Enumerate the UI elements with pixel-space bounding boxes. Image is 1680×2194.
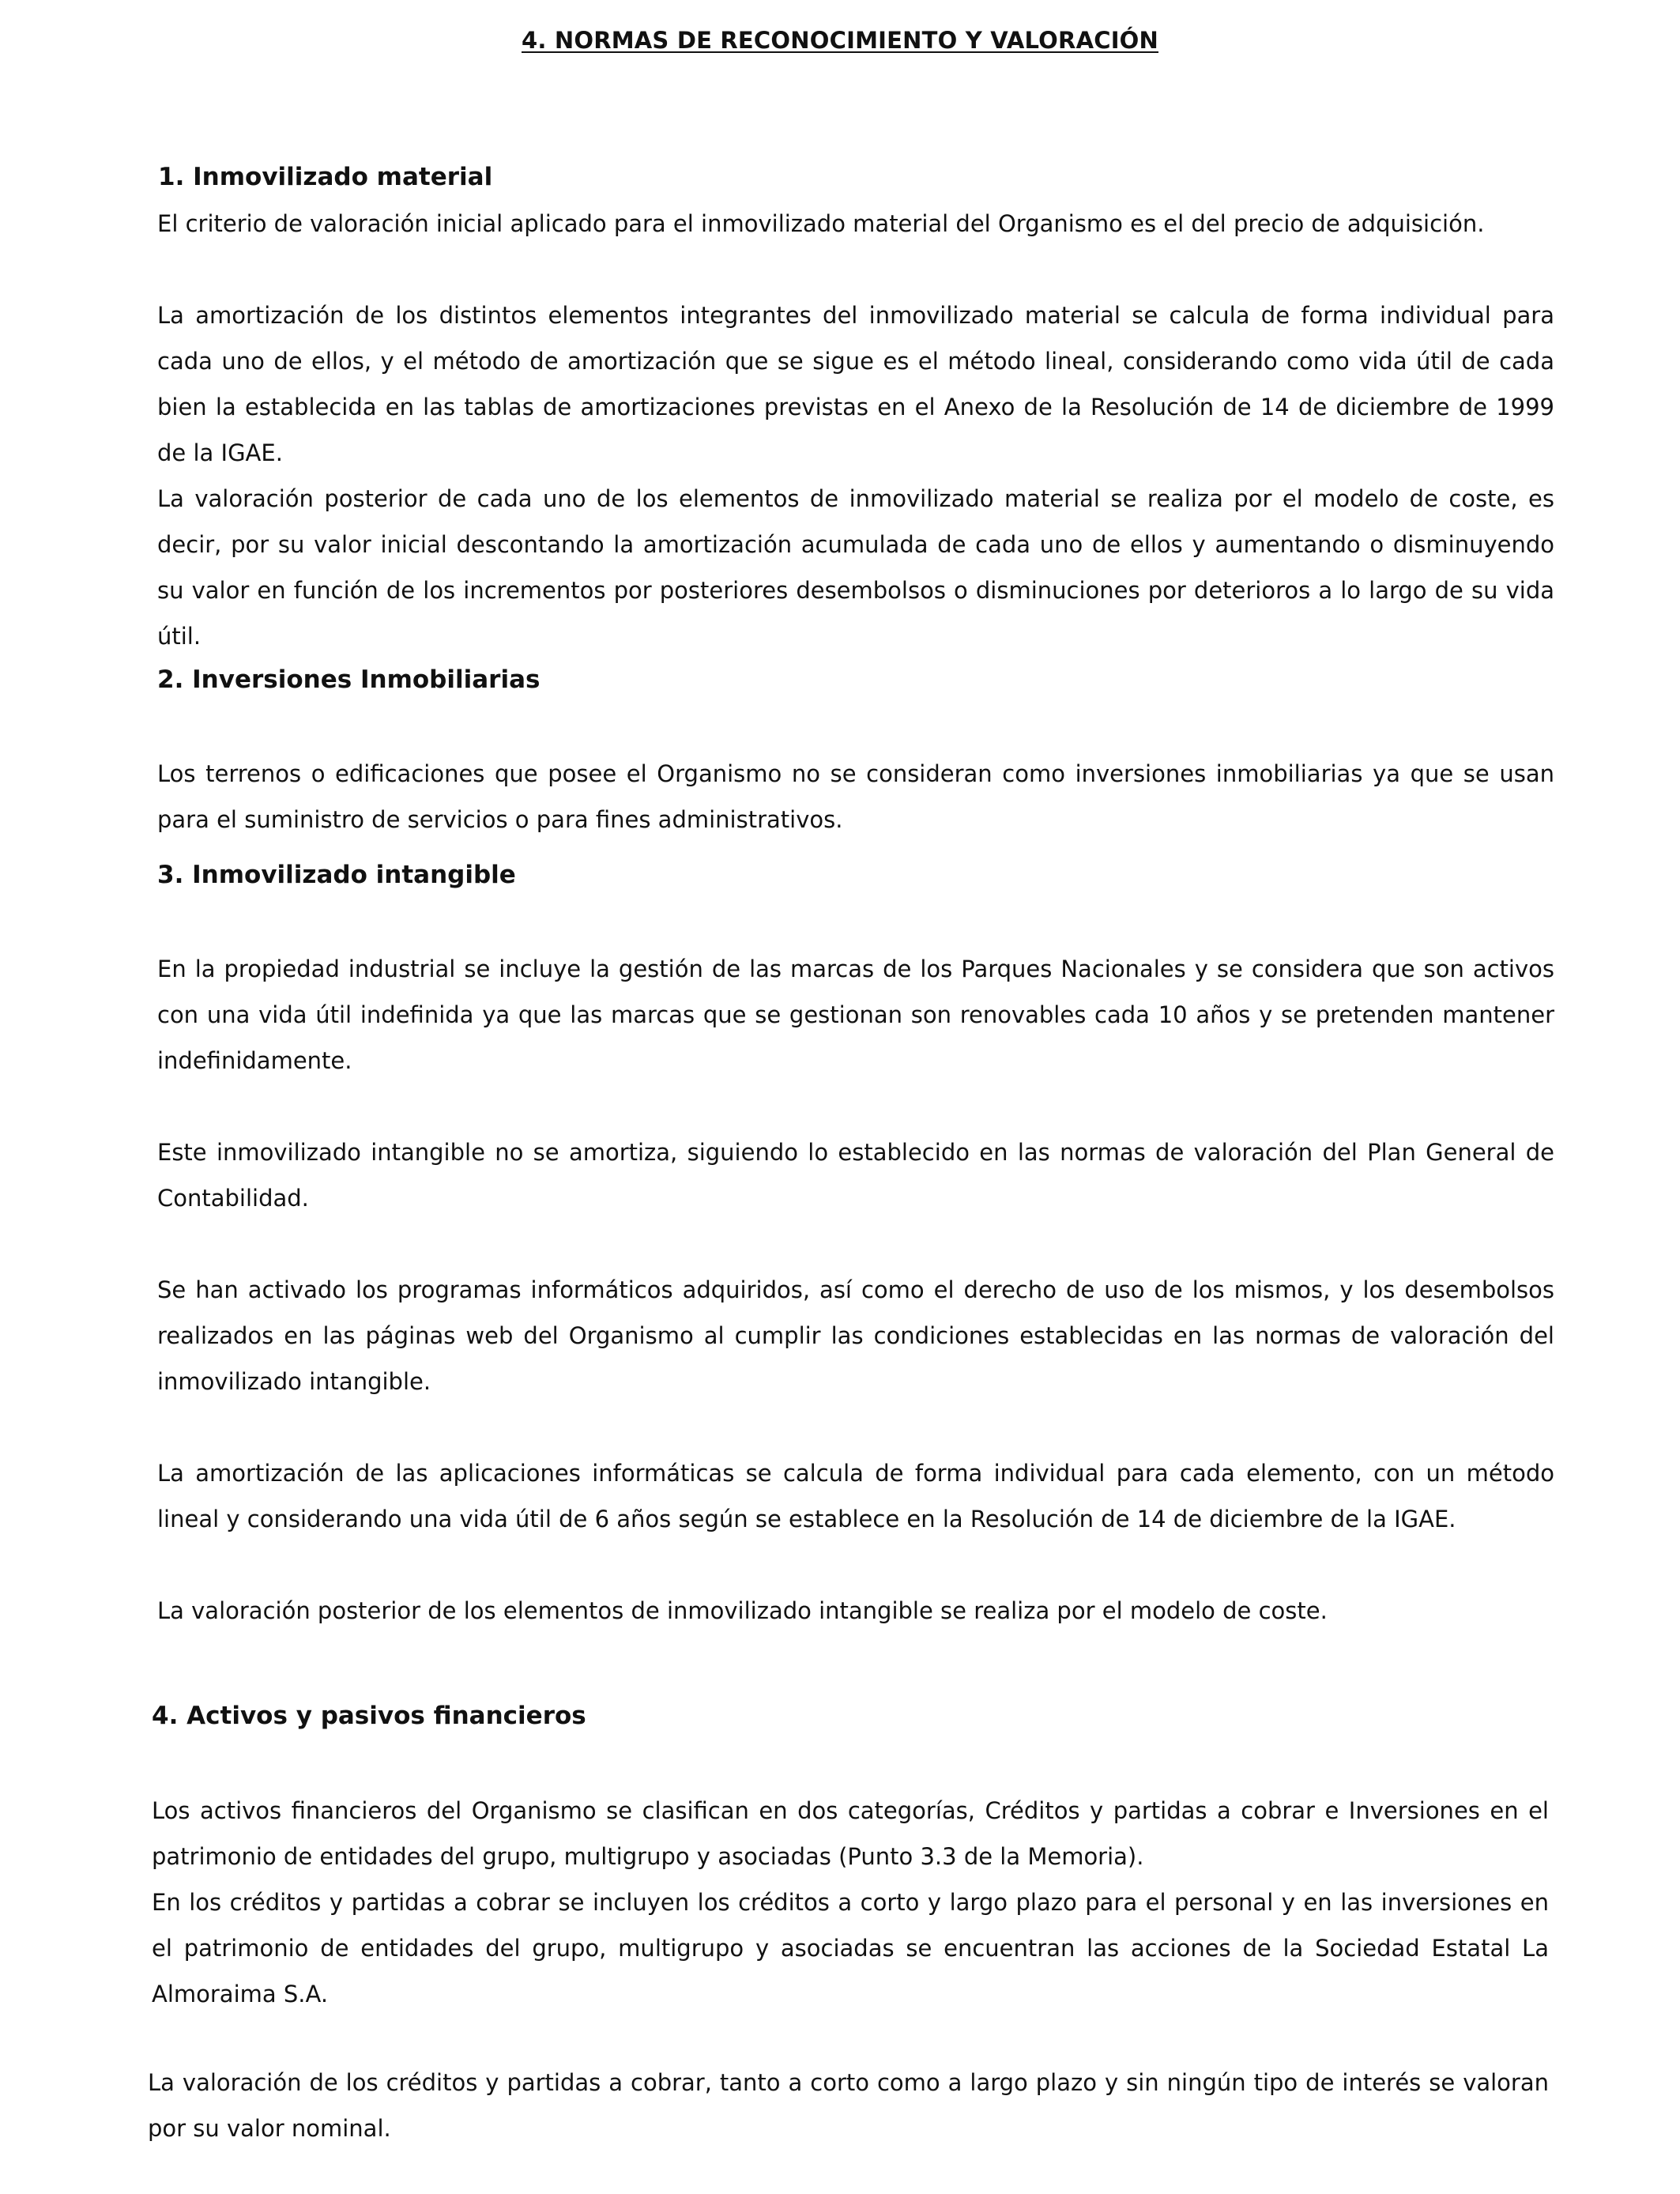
paragraph: Los activos financieros del Organismo se clasifican en dos categorías, Créditos y partidas a cobrar e Inversiones en el patrimonio de entidades del grupo, multigrupo y asociadas (Punto 3.3 de la Memoria).	[152, 1797, 1549, 1870]
paragraph: La valoración de los créditos y partidas a cobrar, tanto a corto como a largo plazo y sin ningún tipo de interés se valoran por su valor nominal.	[148, 2069, 1549, 2142]
paragraph: La amortización de los distintos elementos integrantes del inmovilizado material se calcula de forma individual para cada uno de ellos, y el método de amortización que se sigue es el método lineal, considerando como vida útil de cada bien la establecida en las tablas de amortizaciones previstas en el Anexo de la Resolución de 14 de diciembre de 1999 de la IGAE.	[157, 302, 1554, 466]
paragraph: Este inmovilizado intangible no se amortiza, siguiendo lo establecido en las normas de valoración del Plan General de Contabilidad.	[157, 1139, 1554, 1212]
paragraph: El criterio de valoración inicial aplicado para el inmovilizado material del Organismo es el del precio de adquisición.	[157, 210, 1485, 237]
section-heading-activos-pasivos-financieros: 4. Activos y pasivos financieros	[152, 1702, 586, 1730]
paragraph: En la propiedad industrial se incluye la gestión de las marcas de los Parques Nacionales y se considera que son activos con una vida útil indefinida ya que las marcas que se gestionan son renovables cada 10 años y se pretenden mantener indefinidamente.	[157, 956, 1554, 1074]
paragraph: Los terrenos o edificaciones que posee el Organismo no se consideran como inversiones inmobiliarias ya que se usan para el suministro de servicios o para fines administrativos.	[157, 760, 1554, 833]
section-heading-inmovilizado-intangible: 3. Inmovilizado intangible	[157, 861, 516, 889]
paragraph: La amortización de las aplicaciones informáticas se calcula de forma individual para cada elemento, con un método lineal y considerando una vida útil de 6 años según se establece en la Resolución de 14 de diciembre de la IGAE.	[157, 1460, 1554, 1532]
paragraph: Se han activado los programas informáticos adquiridos, así como el derecho de uso de los mismos, y los desembolsos realizados en las páginas web del Organismo al cumplir las condiciones establecidas en las normas de valoración del inmovilizado intangible.	[157, 1276, 1554, 1395]
section-heading-inversiones-inmobiliarias: 2. Inversiones Inmobiliarias	[157, 665, 541, 694]
page-title: 4. NORMAS DE RECONOCIMIENTO Y VALORACIÓN	[521, 27, 1159, 54]
paragraph: En los créditos y partidas a cobrar se incluyen los créditos a corto y largo plazo para el personal y en las inversiones en el patrimonio de entidades del grupo, multigrupo y asociadas se encuentran las acciones de la Sociedad Estatal La Almoraima S.A.	[152, 1889, 1549, 2007]
paragraph: La valoración posterior de cada uno de los elementos de inmovilizado material se realiza por el modelo de coste, es decir, por su valor inicial descontando la amortización acumulada de cada uno de ellos y aumentando o disminuyendo su valor en función de los incrementos por posteriores desembolsos o disminuciones por deterioros a lo largo de su vida útil.	[157, 485, 1554, 650]
paragraph: La valoración posterior de los elementos de inmovilizado intangible se realiza por el modelo de coste.	[157, 1597, 1328, 1624]
section-heading-inmovilizado-material: 1. Inmovilizado material	[158, 163, 493, 191]
